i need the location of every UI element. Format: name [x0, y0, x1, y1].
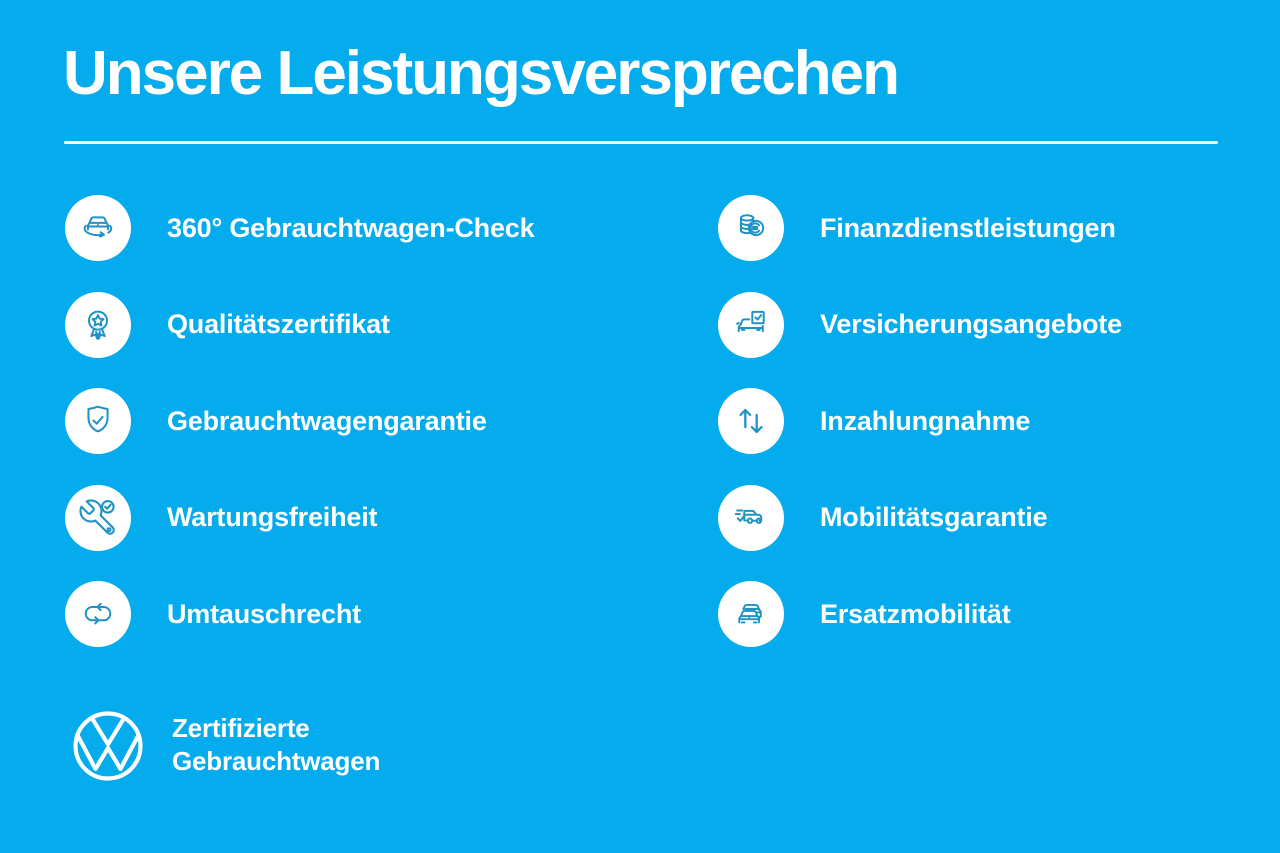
certified-label-line2: Gebrauchtwagen [172, 746, 381, 776]
promise-label: Versicherungsangebote [820, 309, 1122, 339]
promise-label: Finanzdienstleistungen [820, 212, 1116, 243]
promise-label: Gebrauchtwagengarantie [167, 405, 487, 436]
promise-item [718, 388, 1122, 454]
quality-medal-icon [65, 292, 131, 358]
promise-label: Umtauschrecht [167, 598, 361, 629]
promise-item [718, 485, 1122, 551]
promise-label: Ersatzmobilität [820, 598, 1011, 629]
promise-label: Qualitätszertifikat [167, 309, 390, 339]
footer [68, 706, 380, 786]
two-cars-icon [718, 581, 784, 647]
promise-item [65, 581, 534, 647]
certified-label-line1: Zertifizierte [172, 713, 310, 743]
vw-logo-icon [68, 706, 148, 786]
coins-euro-icon [718, 195, 784, 261]
promise-label: 360° Gebrauchtwagen-Check [167, 212, 535, 243]
shield-check-icon [65, 388, 131, 454]
arrows-up-down-icon [718, 388, 784, 454]
promise-item [718, 195, 1122, 261]
promise-item [65, 292, 534, 358]
certified-used-cars-label [172, 712, 380, 778]
promise-item [718, 292, 1122, 358]
page-title: Unsere Leistungsversprechen [63, 39, 899, 108]
promise-label: Mobilitätsgarantie [820, 502, 1048, 532]
promise-label: Wartungsfreiheit [167, 502, 378, 532]
promise-item [65, 195, 534, 261]
title-divider [64, 141, 1218, 144]
car-checklist-icon [718, 292, 784, 358]
promise-item [718, 581, 1122, 647]
fast-van-icon [718, 485, 784, 551]
exchange-arrows-icon [65, 581, 131, 647]
promise-item [65, 388, 534, 454]
promise-list-right [718, 195, 1122, 647]
wrench-check-icon [65, 485, 131, 551]
car-360-icon [65, 195, 131, 261]
promise-item [65, 485, 534, 551]
promise-list-left [65, 195, 534, 647]
promise-label: Inzahlungnahme [820, 405, 1031, 436]
